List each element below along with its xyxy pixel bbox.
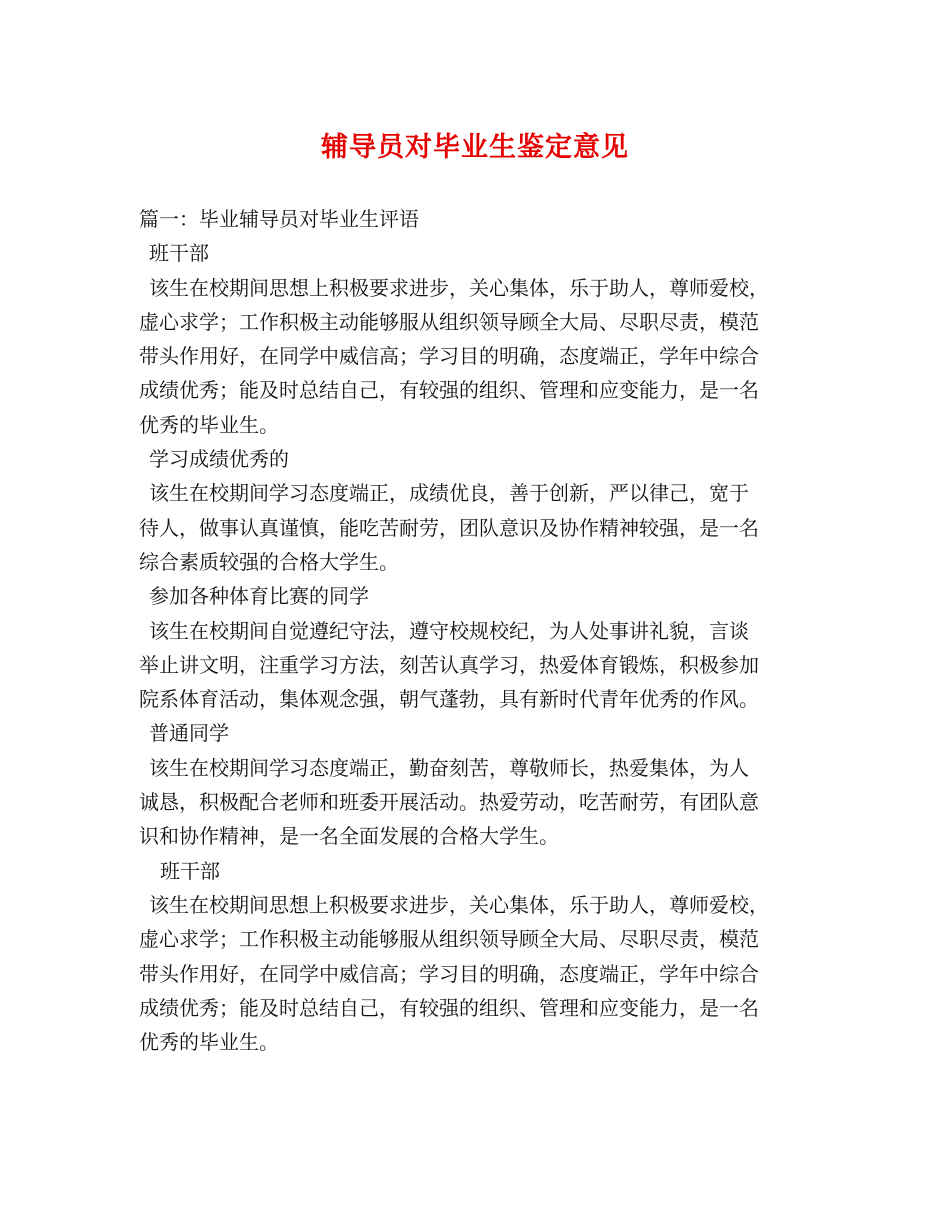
text-line: 该生在校期间思想上积极要求进步，关心集体，乐于助人，尊师爱校，: [149, 892, 769, 917]
text-line: 该生在校期间学习态度端正，成绩优良，善于创新，严以律己，宽于: [149, 481, 749, 506]
text-line: 班干部: [160, 858, 220, 883]
text-line: 带头作用好，在同学中威信高；学习目的明确，态度端正，学年中综合: [139, 344, 759, 369]
text-line: 成绩优秀；能及时总结自己，有较强的组织、管理和应变能力，是一名: [139, 995, 759, 1020]
text-line: 学习成绩优秀的: [149, 447, 289, 472]
document-title: 辅导员对毕业生鉴定意见: [321, 132, 629, 163]
text-line: 优秀的毕业生。: [139, 1030, 279, 1055]
text-line: 诚恳，积极配合老师和班委开展活动。热爱劳动，吃苦耐劳，有团队意: [139, 790, 759, 815]
text-line: 普通同学: [149, 721, 229, 746]
text-line: 识和协作精神，是一名全面发展的合格大学生。: [139, 824, 559, 849]
text-line: 虚心求学；工作积极主动能够服从组织领导顾全大局、尽职尽责，模范: [139, 309, 759, 334]
document-body: [139, 202, 829, 1059]
text-line: 举止讲文明，注重学习方法，刻苦认真学习，热爱体育锻炼，积极参加: [139, 652, 759, 677]
text-line: 参加各种体育比赛的同学: [149, 584, 369, 609]
text-line: 虚心求学；工作积极主动能够服从组织领导顾全大局、尽职尽责，模范: [139, 927, 759, 952]
text-line: 班干部: [149, 241, 209, 266]
text-line: 优秀的毕业生。: [139, 412, 279, 437]
text-line: 综合素质较强的合格大学生。: [139, 549, 399, 574]
text-line: 带头作用好，在同学中威信高；学习目的明确，态度端正，学年中综合: [139, 961, 759, 986]
text-line: 待人，做事认真谨慎，能吃苦耐劳，团队意识及协作精神较强，是一名: [139, 515, 759, 540]
text-line: 篇一：毕业辅导员对毕业生评语: [139, 207, 419, 231]
text-line: 成绩优秀；能及时总结自己，有较强的组织、管理和应变能力，是一名: [139, 378, 759, 403]
text-line: 院系体育活动，集体观念强，朝气蓬勃，具有新时代青年优秀的作风。: [139, 687, 759, 712]
text-line: 该生在校期间思想上积极要求进步，关心集体，乐于助人，尊师爱校，: [149, 275, 769, 300]
text-line: 该生在校期间自觉遵纪守法，遵守校规校纪，为人处事讲礼貌，言谈: [149, 618, 749, 643]
text-line: 该生在校期间学习态度端正，勤奋刻苦，尊敬师长，热爱集体，为人: [149, 755, 749, 780]
